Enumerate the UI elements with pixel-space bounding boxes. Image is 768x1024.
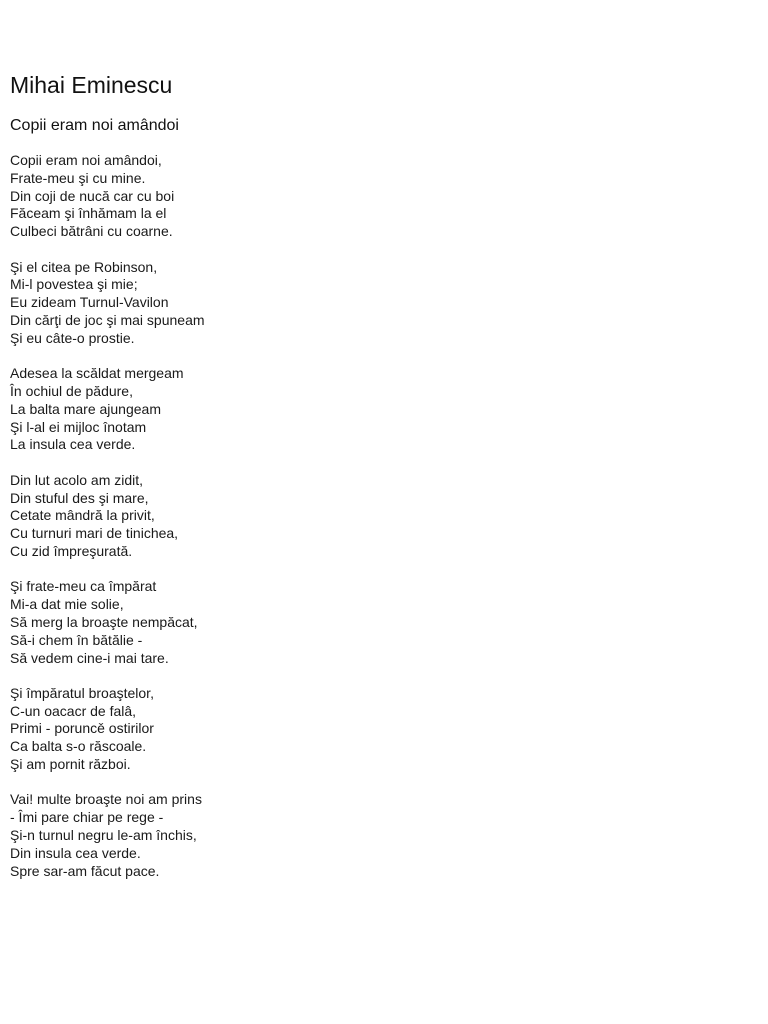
- stanza: [10, 259, 750, 348]
- poem-line: Şi împăratul broaştelor,: [10, 684, 154, 701]
- poem-line: Spre sar-am făcut pace.: [10, 862, 160, 879]
- poem-line: La insula cea verde.: [10, 436, 136, 453]
- poem-line: Primi - poruncě ostirilor: [10, 720, 154, 737]
- document-page: [10, 70, 750, 898]
- poem-line: Şi l-al ei mijloc înotam: [10, 418, 147, 435]
- poem-line: Eu zideam Turnul-Vavilon: [10, 294, 169, 311]
- poem-line: Din stuful des şi mare,: [10, 489, 149, 506]
- poem-line: Şi el citea pe Robinson,: [10, 258, 158, 275]
- stanza: [10, 365, 750, 454]
- poem-line: Făceam şi înhămam la el: [10, 205, 167, 222]
- poem-title: Copii eram noi amândoi: [10, 117, 179, 134]
- stanza: [10, 472, 750, 561]
- poem-line: Frate-meu şi cu mine.: [10, 169, 146, 186]
- poem-line: Mi-a dat mie solie,: [10, 596, 124, 613]
- poem-line: Să vedem cine-i mai tare.: [10, 649, 169, 666]
- poem-line: Cetate mândră la privit,: [10, 507, 155, 524]
- poem-line: Să merg la broaşte nempăcat,: [10, 613, 198, 630]
- poem-body: [10, 152, 750, 880]
- poem-line: Cu turnuri mari de tinichea,: [10, 525, 179, 542]
- poem-line: Vai! multe broaşte noi am prins: [10, 791, 202, 808]
- stanza: [10, 685, 750, 774]
- poem-line: Mi-l povestea şi mie;: [10, 276, 138, 293]
- stanza: [10, 152, 750, 241]
- poem-line: Şi-n turnul negru le-am închis,: [10, 827, 197, 844]
- poem-line: Ca balta s-o răscoale.: [10, 738, 147, 755]
- poem-line: Şi eu câte-o prostie.: [10, 329, 135, 346]
- poem-line: C-un oacacr de falâ,: [10, 702, 137, 719]
- poem-line: Să-i chem în bătălie -: [10, 631, 143, 648]
- poem-line: Din insula cea verde.: [10, 844, 141, 861]
- poem-line: Din coji de nucă car cu boi: [10, 187, 175, 204]
- poem-line: Copii eram noi amândoi,: [10, 152, 162, 168]
- poem-line: Cu zid împreşurată.: [10, 542, 133, 559]
- author-name: Mihai Eminescu: [10, 72, 173, 98]
- stanza: [10, 578, 750, 667]
- poem-line: Culbeci bătrâni cu coarne.: [10, 223, 173, 240]
- poem-line: În ochiul de pădure,: [10, 382, 133, 399]
- poem-line: Adesea la scăldat mergeam: [10, 365, 184, 382]
- poem-line: La balta mare ajungeam: [10, 400, 161, 417]
- poem-line: Şi frate-meu ca împărat: [10, 578, 157, 595]
- poem-line: Şi am pornit război.: [10, 756, 131, 773]
- poem-line: Din lut acolo am zidit,: [10, 471, 144, 488]
- poem-line: - Îmi pare chiar pe rege -: [10, 809, 164, 826]
- poem-line: Din cărţi de joc şi mai spuneam: [10, 311, 205, 328]
- stanza: [10, 791, 750, 880]
